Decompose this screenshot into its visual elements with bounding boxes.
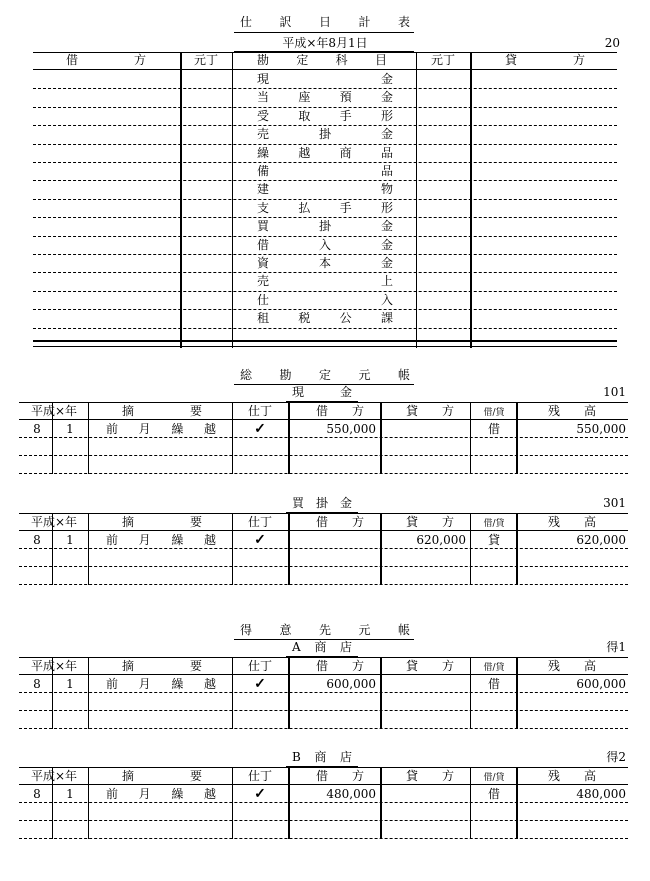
gl-cash-row0-ref: ✓: [254, 421, 266, 437]
journal-header-account-char: 科: [335, 53, 348, 67]
cl-b-store-col-f: [470, 767, 471, 839]
journal-blank-row-line: [33, 346, 617, 347]
gl-cash-account-name: [292, 384, 352, 400]
journal-account-9: [257, 237, 393, 253]
gl-payables-h-balance-char: 残: [548, 515, 561, 529]
gl-payables-row0-ref: ✓: [254, 532, 266, 548]
cl-b-store-row0-desc-char: 越: [203, 787, 216, 801]
cl-a-store-row0-desc-char: 繰: [171, 677, 184, 691]
journal-account-7-char: 支: [257, 200, 270, 215]
gl-cash-h-credit: [406, 403, 454, 419]
cl-a-store-book-title-char: 元: [358, 623, 371, 637]
cl-b-store-col-g: [516, 767, 518, 839]
journal-account-6-char: 建: [257, 182, 270, 197]
cl-a-store-book-title-char: 帳: [397, 623, 410, 637]
journal-header-debit-char: 借: [66, 53, 79, 67]
gl-cash-account-name-char: 金: [339, 385, 352, 399]
cl-a-store-row-line-2: [19, 728, 628, 729]
cl-b-store-h-desc: [122, 768, 202, 784]
journal-account-11-char: 売: [257, 274, 270, 289]
gl-cash-h-debit-char: 借: [316, 404, 329, 418]
journal-account-5-char: 品: [380, 164, 393, 178]
cl-a-store-h-desc-char: 要: [189, 659, 202, 673]
gl-cash-book-title-char: 帳: [397, 368, 410, 382]
journal-account-8-char: 金: [380, 219, 393, 234]
journal-header-bottom: [33, 69, 617, 70]
journal-account-10: [257, 255, 393, 271]
cl-a-store-row0-desc: [106, 676, 216, 692]
cl-b-store-row-line-0: [19, 802, 628, 803]
cl-a-store-col-g: [516, 657, 518, 729]
cl-b-store-h-dc: 借/貸: [483, 773, 505, 783]
journal-header-credit-char: 貸: [505, 53, 518, 67]
gl-payables-row0-month: 8: [33, 533, 41, 547]
journal-account-2-char: 手: [339, 108, 352, 123]
journal-account-12-char: 仕: [257, 292, 270, 307]
journal-header-ref-left: 元丁: [193, 53, 218, 67]
journal-account-1: [257, 89, 393, 105]
gl-cash-h-desc: [122, 403, 202, 419]
cl-b-store-row0-desc: [106, 786, 216, 802]
journal-account-1-char: 預: [339, 90, 352, 105]
gl-cash-account-name-char: 現: [292, 385, 305, 399]
journal-account-13-char: 課: [380, 311, 393, 326]
gl-payables-h-balance: [548, 514, 596, 530]
gl-payables-col-c: [232, 513, 233, 585]
gl-payables-h-dc: 借/貸: [483, 519, 505, 529]
gl-cash-row0-debit: 550,000: [326, 422, 376, 436]
cl-a-store-row0-desc-char: 月: [138, 677, 151, 691]
journal-account-6-char: 物: [380, 182, 393, 197]
journal-account-3-char: 売: [257, 127, 270, 142]
cl-b-store-h-balance: [548, 768, 596, 784]
journal-account-13: [257, 310, 393, 326]
gl-cash-h-credit-char: 貸: [406, 404, 419, 418]
cl-a-store-col-b: [88, 657, 89, 729]
cl-a-store-row-line-0: [19, 692, 628, 693]
journal-account-7-char: 形: [380, 200, 393, 215]
journal-account-13-char: 税: [298, 311, 311, 326]
cl-b-store-row-line-1: [19, 820, 628, 821]
cl-b-store-h-credit-char: 方: [441, 769, 454, 783]
gl-cash-h-desc-char: 要: [189, 404, 202, 418]
gl-payables-h-desc: [122, 514, 202, 530]
journal-title: [240, 14, 410, 30]
gl-cash-book-title: [240, 367, 410, 383]
gl-cash-h-dc: 借/貸: [483, 408, 505, 418]
cl-a-store-account-name: [292, 639, 352, 655]
cl-a-store-account-number: 得1: [606, 640, 626, 654]
cl-b-store-h-credit: [406, 768, 454, 784]
gl-cash-h-balance: [548, 403, 596, 419]
cl-b-store-h-credit-char: 貸: [406, 769, 419, 783]
journal-header-credit-char: 方: [572, 53, 585, 67]
cl-b-store-h-desc-char: 要: [189, 769, 202, 783]
cl-a-store-col-f: [470, 657, 471, 729]
journal-title-char: 仕: [240, 15, 253, 29]
journal-account-2: [257, 108, 393, 124]
journal-total-line: [33, 340, 617, 342]
journal-account-4-char: 品: [380, 145, 393, 160]
cl-b-store-row0-desc-char: 繰: [171, 787, 184, 801]
gl-payables-row0-day: 1: [66, 533, 74, 547]
cl-b-store-h-date: 平成×年: [30, 769, 78, 783]
journal-col-2: [232, 52, 233, 348]
gl-cash-col-a: [52, 402, 53, 474]
journal-row-line-13: [33, 328, 617, 329]
cl-b-store-row0-desc-char: 前: [106, 787, 119, 801]
gl-payables-h-credit-char: 貸: [406, 515, 419, 529]
gl-payables-row0-desc-char: 越: [203, 533, 216, 547]
gl-payables-h-debit-char: 方: [351, 515, 364, 529]
journal-account-4-char: 繰: [257, 145, 270, 160]
cl-a-store-row0-day: 1: [66, 677, 74, 691]
gl-payables-row0-balance: 620,000: [576, 533, 626, 547]
journal-account-10-char: 資: [257, 256, 270, 270]
cl-b-store-account-name-char: 商: [314, 750, 327, 764]
journal-account-0: [257, 71, 393, 87]
journal-account-5: [257, 163, 393, 179]
journal-header-credit: [505, 52, 585, 68]
cl-a-store-book-title-char: 得: [240, 623, 253, 637]
gl-cash-account-number: 101: [603, 385, 626, 399]
cl-a-store-h-credit-char: 貸: [406, 659, 419, 673]
gl-cash-row0-desc-char: 月: [138, 422, 151, 436]
journal-account-7-char: 手: [339, 200, 352, 215]
cl-b-store-h-debit-char: 方: [351, 769, 364, 783]
journal-page-number: 20: [604, 36, 620, 50]
journal-title-char: 日: [318, 15, 331, 29]
gl-cash-row0-desc-char: 越: [203, 422, 216, 436]
journal-date: 平成×年8月1日: [282, 36, 368, 50]
gl-payables-h-date: 平成×年: [30, 515, 78, 529]
cl-a-store-row0-desc-char: 前: [106, 677, 119, 691]
gl-cash-row0-month: 8: [33, 422, 41, 436]
cl-b-store-account-name-char: B: [292, 750, 301, 764]
journal-account-7: [257, 200, 393, 216]
gl-payables-col-b: [88, 513, 89, 585]
cl-b-store-account-name: [292, 749, 352, 765]
cl-b-store-row0-ref: ✓: [254, 786, 266, 802]
gl-payables-row0-desc-char: 前: [106, 533, 119, 547]
journal-account-9-char: 金: [380, 237, 393, 252]
gl-cash-col-g: [516, 402, 518, 474]
gl-payables-account-name: [292, 495, 352, 511]
gl-cash-h-balance-char: 高: [583, 404, 596, 418]
gl-payables-col-g: [516, 513, 518, 585]
cl-a-store-h-credit: [406, 658, 454, 674]
cl-a-store-col-d: [288, 657, 290, 729]
cl-a-store-h-debit-char: 方: [351, 659, 364, 673]
journal-account-4-char: 越: [298, 145, 311, 160]
cl-a-store-h-balance: [548, 658, 596, 674]
gl-payables-col-e: [380, 513, 382, 585]
cl-a-store-col-a: [52, 657, 53, 729]
gl-payables-h-debit-char: 借: [316, 515, 329, 529]
gl-payables-row0-desc: [106, 532, 216, 548]
gl-payables-row0-desc-char: 月: [138, 533, 151, 547]
journal-header-account-char: 勘: [257, 53, 270, 67]
cl-a-store-h-balance-char: 残: [548, 659, 561, 673]
gl-payables-col-a: [52, 513, 53, 585]
cl-b-store-account-name-char: 店: [339, 750, 352, 764]
cl-a-store-h-balance-char: 高: [583, 659, 596, 673]
journal-account-0-char: 現: [257, 72, 270, 86]
cl-b-store-col-d: [288, 767, 290, 839]
journal-header-account-char: 目: [374, 53, 387, 67]
cl-b-store-h-balance-char: 残: [548, 769, 561, 783]
journal-col-4: [470, 52, 472, 348]
gl-payables-row0-dc: 貸: [487, 533, 500, 547]
gl-payables-col-f: [470, 513, 471, 585]
gl-payables-h-ref: 仕丁: [247, 515, 272, 529]
gl-cash-book-title-char: 元: [358, 368, 371, 382]
gl-cash-h-credit-char: 方: [441, 404, 454, 418]
cl-b-store-h-desc-char: 摘: [122, 769, 135, 783]
gl-cash-row0-balance: 550,000: [576, 422, 626, 436]
cl-b-store-row0-balance: 480,000: [576, 787, 626, 801]
journal-title-char: 表: [397, 15, 410, 29]
gl-payables-col-d: [288, 513, 290, 585]
cl-a-store-header-bottom: [19, 674, 628, 675]
gl-payables-h-credit-char: 方: [441, 515, 454, 529]
cl-a-store-book-title-char: 意: [279, 623, 292, 637]
journal-account-1-char: 座: [298, 90, 311, 105]
cl-b-store-col-a: [52, 767, 53, 839]
journal-account-0-char: 金: [380, 72, 393, 86]
gl-payables-row0-credit: 620,000: [416, 533, 466, 547]
cl-b-store-h-debit-char: 借: [316, 769, 329, 783]
cl-b-store-row0-month: 8: [33, 787, 41, 801]
cl-b-store-col-e: [380, 767, 382, 839]
journal-account-13-char: 公: [339, 311, 352, 326]
journal-account-12: [257, 292, 393, 308]
gl-payables-h-credit: [406, 514, 454, 530]
journal-header-account: [257, 52, 387, 68]
journal-account-8-char: 掛: [318, 219, 331, 234]
cl-b-store-row-line-2: [19, 838, 628, 839]
gl-cash-book-title-char: 勘: [279, 368, 292, 382]
gl-cash-col-c: [232, 402, 233, 474]
journal-account-10-char: 金: [380, 256, 393, 270]
gl-cash-book-title-char: 定: [318, 368, 331, 382]
gl-cash-row0-day: 1: [66, 422, 74, 436]
gl-cash-row-line-2: [19, 473, 628, 474]
journal-account-11-char: 上: [380, 274, 393, 289]
gl-payables-header-bottom: [19, 530, 628, 531]
gl-cash-h-debit: [316, 403, 364, 419]
journal-title-char: 計: [358, 15, 371, 29]
journal-account-9-char: 入: [318, 237, 331, 252]
gl-cash-h-balance-char: 残: [548, 404, 561, 418]
journal-account-6: [257, 181, 393, 197]
gl-cash-col-d: [288, 402, 290, 474]
cl-a-store-book-title-char: 先: [318, 623, 331, 637]
cl-a-store-row-line-1: [19, 710, 628, 711]
journal-title-char: 訳: [279, 15, 292, 29]
gl-payables-row-line-2: [19, 584, 628, 585]
journal-header-account-char: 定: [296, 53, 309, 67]
cl-a-store-book-title: [240, 622, 410, 638]
gl-cash-row-line-0: [19, 437, 628, 438]
gl-cash-row0-desc: [106, 421, 216, 437]
gl-payables-account-name-char: 掛: [315, 496, 328, 510]
gl-cash-col-f: [470, 402, 471, 474]
cl-a-store-row0-desc-char: 越: [203, 677, 216, 691]
journal-account-3: [257, 126, 393, 142]
journal-account-1-char: 当: [257, 90, 270, 105]
gl-cash-book-title-char: 総: [240, 368, 253, 382]
cl-b-store-h-ref: 仕丁: [247, 769, 272, 783]
cl-b-store-account-number: 得2: [606, 750, 626, 764]
gl-payables-row-line-0: [19, 548, 628, 549]
cl-a-store-account-name-char: 店: [339, 640, 352, 654]
cl-a-store-h-desc-char: 摘: [122, 659, 135, 673]
cl-a-store-h-desc: [122, 658, 202, 674]
gl-payables-h-desc-char: 要: [189, 515, 202, 529]
gl-payables-account-name-char: 金: [339, 496, 352, 510]
gl-payables-h-balance-char: 高: [583, 515, 596, 529]
cl-a-store-row0-balance: 600,000: [576, 677, 626, 691]
gl-cash-col-b: [88, 402, 89, 474]
cl-a-store-row0-month: 8: [33, 677, 41, 691]
journal-account-7-char: 払: [298, 200, 311, 215]
cl-b-store-h-debit: [316, 768, 364, 784]
journal-account-4-char: 商: [339, 145, 352, 160]
gl-payables-row-line-1: [19, 566, 628, 567]
journal-account-2-char: 取: [298, 108, 311, 123]
journal-header-debit-char: 方: [133, 53, 146, 67]
cl-a-store-h-date: 平成×年: [30, 659, 78, 673]
gl-payables-account-name-char: 買: [292, 496, 305, 510]
cl-b-store-header-bottom: [19, 784, 628, 785]
journal-account-10-char: 本: [318, 256, 331, 270]
gl-cash-row0-desc-char: 前: [106, 422, 119, 436]
journal-account-3-char: 金: [380, 127, 393, 142]
cl-a-store-h-debit-char: 借: [316, 659, 329, 673]
cl-b-store-row0-desc-char: 月: [138, 787, 151, 801]
gl-cash-row0-dc: 借: [487, 422, 500, 436]
journal-account-4: [257, 145, 393, 161]
journal-col-1: [180, 52, 182, 348]
journal-account-1-char: 金: [380, 90, 393, 105]
journal-account-3-char: 掛: [318, 127, 331, 142]
journal-account-9-char: 借: [257, 237, 270, 252]
journal-header-debit: [66, 52, 146, 68]
gl-cash-h-date: 平成×年: [30, 404, 78, 418]
cl-a-store-account-name-char: A: [292, 640, 301, 654]
journal-account-2-char: 形: [380, 108, 393, 123]
cl-a-store-h-ref: 仕丁: [247, 659, 272, 673]
cl-b-store-row0-debit: 480,000: [326, 787, 376, 801]
cl-a-store-col-c: [232, 657, 233, 729]
journal-account-8-char: 買: [257, 219, 270, 234]
journal-account-13-char: 租: [257, 311, 270, 326]
gl-cash-row0-desc-char: 繰: [171, 422, 184, 436]
cl-a-store-col-e: [380, 657, 382, 729]
cl-a-store-h-debit: [316, 658, 364, 674]
cl-b-store-row0-day: 1: [66, 787, 74, 801]
journal-header-ref-right: 元丁: [430, 53, 455, 67]
cl-a-store-h-dc: 借/貸: [483, 663, 505, 673]
cl-a-store-row0-debit: 600,000: [326, 677, 376, 691]
journal-title-underline: [234, 32, 414, 33]
gl-cash-h-debit-char: 方: [351, 404, 364, 418]
gl-cash-h-ref: 仕丁: [247, 404, 272, 418]
gl-cash-h-desc-char: 摘: [122, 404, 135, 418]
cl-a-store-row0-dc: 借: [487, 677, 500, 691]
gl-payables-row0-desc-char: 繰: [171, 533, 184, 547]
journal-account-8: [257, 218, 393, 234]
gl-payables-account-number: 301: [603, 496, 626, 510]
gl-payables-h-desc-char: 摘: [122, 515, 135, 529]
journal-col-3: [416, 52, 417, 348]
cl-a-store-h-credit-char: 方: [441, 659, 454, 673]
gl-cash-header-bottom: [19, 419, 628, 420]
journal-account-2-char: 受: [257, 108, 270, 123]
cl-a-store-account-name-char: 商: [314, 640, 327, 654]
journal-account-12-char: 入: [380, 292, 393, 307]
cl-b-store-col-c: [232, 767, 233, 839]
gl-cash-col-e: [380, 402, 382, 474]
cl-b-store-row0-dc: 借: [487, 787, 500, 801]
gl-cash-row-line-1: [19, 455, 628, 456]
journal-account-5-char: 備: [257, 164, 270, 178]
cl-a-store-row0-ref: ✓: [254, 676, 266, 692]
cl-b-store-col-b: [88, 767, 89, 839]
gl-payables-h-debit: [316, 514, 364, 530]
cl-b-store-h-balance-char: 高: [583, 769, 596, 783]
journal-account-11: [257, 273, 393, 289]
